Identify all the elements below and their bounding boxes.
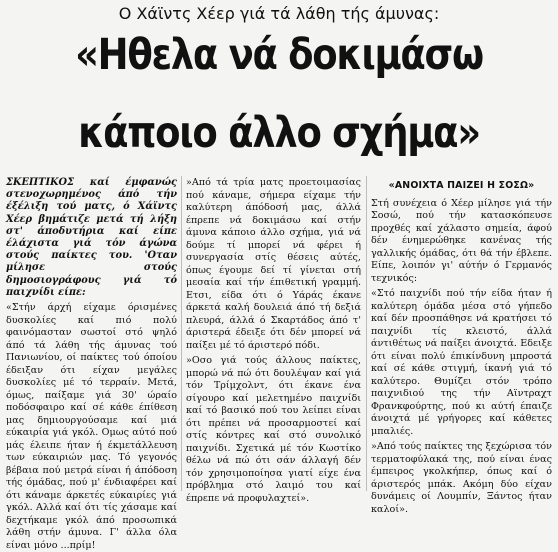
- column-divider: [366, 176, 367, 491]
- headline-line-2: κάποιο άλλο σχήμα»: [78, 108, 480, 158]
- body-paragraph: «Στήν άρχή είχαμε όρισμένες δυσκολίες καί πιό πολύ φαινόμασταν σωστοί στό ψηλό άπό τά λάθη τής άμυνας τού Πανιωνίου, οί παίκτες τού όποίου έδειξαν ότι είχαν μεγάλες δυσκολίες μέ τό τερραίν. Μετά, όμως, παίξαμε γιά 30' ώραίο ποδόσφαιρο καί σέ κάθε έπίθεση μας δημιουργούσαμε καί μιά εύκαιρία γιά γκόλ. Ομως αύτό πού μάς έλειπε ήταν ή έκμετάλλευση των εύκαιριών μας. Τό γεγονός βέβαια πού μετρά είναι ή άπόδοση τής όμάδας, πού μ' ένδιαφέρει καί ότι κάναμε άρκετές εύκαιρίες γιά γκόλ. Αλλά καί ότι τίς χάσαμε καί δεχτήκαμε γκόλ άπό προσωπικά λάθη στήν άμυνα. Γ' άλλα όλα είναι μόνο ...πρίμ!: [6, 302, 177, 551]
- lead-paragraph: ΣΚΕΠΤΙΚΟΣ καί έμφανώς στενοχωρημένος άπό τήν έξέλιξη τού ματς, ό Χάϊντς Χέερ βημάτιζε μετά τή λήξη στ' άποδυτήρια καί είπε έλάχιστα γιά τόν άγώνα στούς παίκτες του. 'Οταν μίλησε στούς δημοσιογράφους γιά τό παιχνίδι είπε:: [6, 177, 177, 298]
- body-paragraph: »Οσο γιά τούς άλλους παίκτες, μπορώ νά πώ ότι δουλέψαν καί γιά τόν Τρίμχολντ, ότι έκανε ένα σίγουρο καί μελετημένο παιχνίδι καί τό βασικό πού του λείπει είναι ότι πρέπει νά προσαρμοστεί καί στίς κόντρες καί στό συνολικό παιχνίδι. Σχετικά μέ τόν Κωστίκο θέλω νά πώ ότι σάν άλλαγή δέν τόν χρησιμοποίησα γιατί είχε ένα πρόβλημα στό λαιμό του καί έπρεπε νά προφυλαχτεί».: [186, 355, 361, 504]
- article-column-2: [186, 177, 361, 504]
- kicker-line: Ο Χάϊντς Χέερ γιά τά λάθη τής άμυνας:: [118, 4, 440, 23]
- article-column-3: [371, 177, 552, 515]
- body-paragraph: Στή συνέχεια ό Χέερ μίλησε γιά τήν Σοσώ, πού τήν κατασκόπευσε προχθές καί χάλαστο σημεία, άφού δέν ένημερώθηκε κανένας τής γαλλικής όμάδας, ότι θά τήν έβλεπε. Είπε, λοιπόν γι' αύτήν ό Γερμανός τεχνικός:: [371, 197, 552, 284]
- body-paragraph: «Στό παιχνίδι πού τήν είδα ήταν ή καλύτερη όμάδα μέσα στό γήπεδο καί δέν προσπάθησε νά κρατήσει τό παιχνίδι τίς κλειστό, άλλά άντιθέτως νά παίξει άνοιχτά. Εδειξε ότι είναι πολύ έπικίνδυνη μπροστά καί σέ κάθε στιγμή, ίκανή γιά τό καλύτερο. Θυμίζει στόν τρόπο παιχνιδιού της τήν Αϊντραχτ Φρανκφούρτης, πού κι αύτή έπαιζε άνοιχτά μέ γρήγορες καί κάθετες μπαλιές.: [371, 288, 552, 437]
- body-paragraph: »Από τά τρία ματς προετοιμασίας πού κάναμε, σήμερα είχαμε τήν καλύτερη άπόδοσή μας, άλλά έπρεπε νά δοκιμάσω καί στήν άμυνα κάποιο άλλο σχήμα, γιά νά δούμε τί μπορεί νά φέρει ή συνεργασία στίς θέσεις αύτές, όπως έγουμε δεί τί γίνεται στή μεσαία καί τήν έπιθετική γραμμή. Ετσι, είδα ότι ό Υάράς έκανε άρκετά καλή δουλειά άπό τή δεξιά πλευρά, άλλά ό Σκαρτάδος άπό τ' άριστερά έδειξε ότι δέν μπορεί νά παίξει μέ τό άριστερό πόδι.: [186, 177, 361, 351]
- subheading: «ΑΝΟΙΧΤΑ ΠΑΙΖΕΙ Η ΣΟΣΩ»: [388, 180, 535, 191]
- headline-line-1: «Ηθελα νά δοκιμάσω: [75, 30, 483, 80]
- column-divider: [181, 176, 182, 491]
- article-column-1: [6, 177, 177, 551]
- body-paragraph: »Από τούς παίκτες της ξεχώρισα τόν τερματοφύλακά της, πού είναι ένας έμπειρος γκολκήπερ, όπως καί ό άριστερός μπάκ. Ακόμη δύο είχαν δυνάμεις οί Λουμπίν, Ξάντος ήταν καλοί».: [371, 441, 552, 515]
